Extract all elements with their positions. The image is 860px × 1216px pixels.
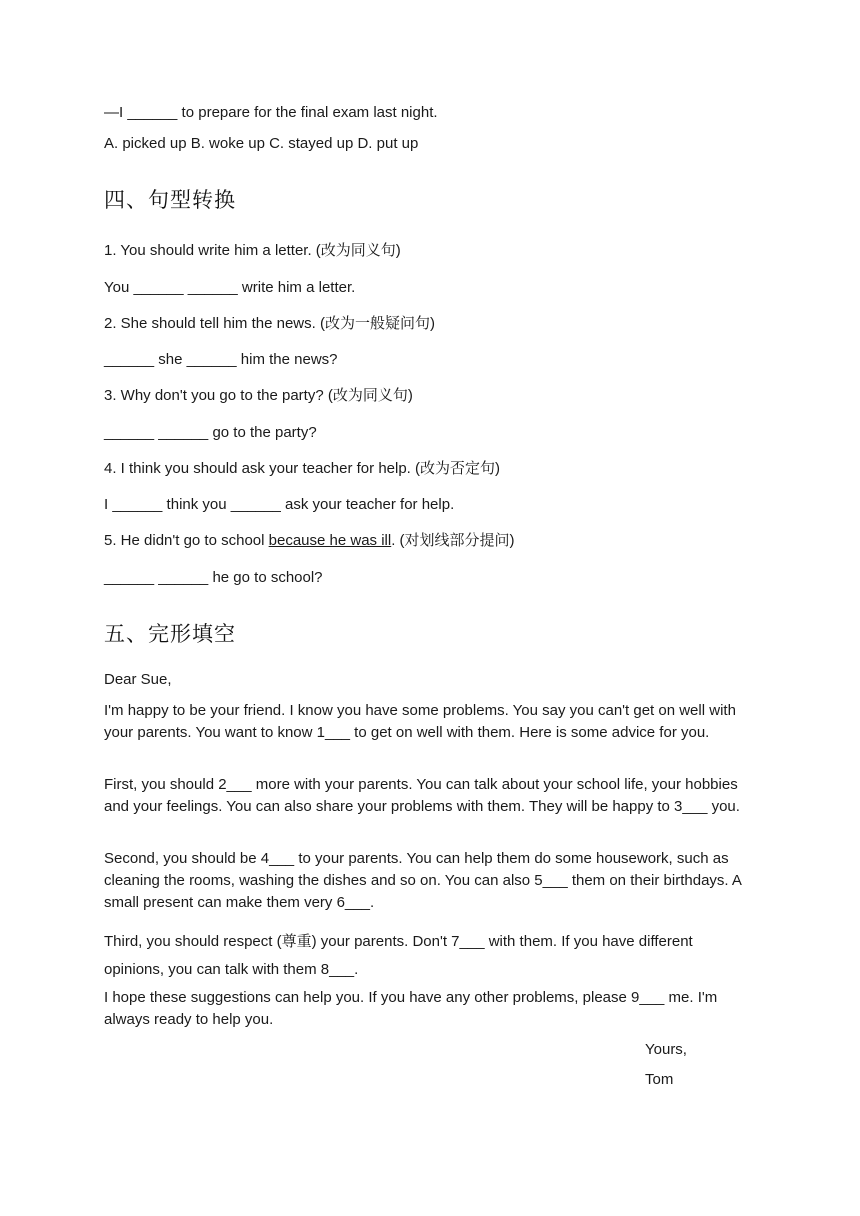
letter-signature: Tom <box>645 1071 674 1088</box>
question-2: 2. She should tell him the news. (改为一般疑问句) <box>104 315 435 332</box>
answer-line-1: You ______ ______ write him a letter. <box>104 279 356 296</box>
section-heading-sentence-transformation: 四、句型转换 <box>104 188 236 212</box>
question-4: 4. I think you should ask your teacher for help. (改为否定句) <box>104 460 500 477</box>
answer-line-4: I ______ think you ______ ask your teacher for help. <box>104 496 455 513</box>
letter-paragraph-2: First, you should 2___ more with your parents. You can talk about your school life, your hobbies and your feelings. You can also share your problems with them. They will be happy to 3___ you. <box>104 776 740 815</box>
question-5-instruction: . (对划线部分提问) <box>391 532 515 549</box>
letter-paragraph-4: Third, you should respect (尊重) your parents. Don't 7___ with them. If you have different opinions, you can talk with them 8___. <box>104 933 693 978</box>
question-3: 3. Why don't you go to the party? (改为同义句) <box>104 387 413 404</box>
answer-line-5: ______ ______ he go to school? <box>104 569 323 586</box>
question-5-text: 5. He didn't go to school <box>104 532 269 549</box>
underlined-phrase: because he was ill <box>268 532 392 549</box>
answer-line-3: ______ ______ go to the party? <box>104 424 317 441</box>
question-5 <box>104 530 515 552</box>
answer-line-2: ______ she ______ him the news? <box>104 351 338 368</box>
section-heading-cloze: 五、完形填空 <box>104 622 236 646</box>
letter-paragraph-5: I hope these suggestions can help you. If you have any other problems, please 9___ me. I'm always ready to help you. <box>104 989 718 1028</box>
previous-question-stem: —I ______ to prepare for the final exam last night. <box>104 104 438 121</box>
letter-closing: Yours, <box>645 1041 687 1058</box>
letter-paragraph-1: I'm happy to be your friend. I know you have some problems. You say you can't get on well with your parents. You want to know 1___ to get on well with them. Here is some advice for you. <box>104 702 736 741</box>
previous-question-options: A. picked up B. woke up C. stayed up D. put up <box>104 135 419 152</box>
letter-paragraph-3: Second, you should be 4___ to your parents. You can help them do some housework, such as cleaning the rooms, washing the dishes and so on. You can also 5___ them on their birthdays. A small present can make them very 6___. <box>104 850 742 911</box>
letter-greeting: Dear Sue, <box>104 671 172 688</box>
question-1: 1. You should write him a letter. (改为同义句) <box>104 242 401 259</box>
